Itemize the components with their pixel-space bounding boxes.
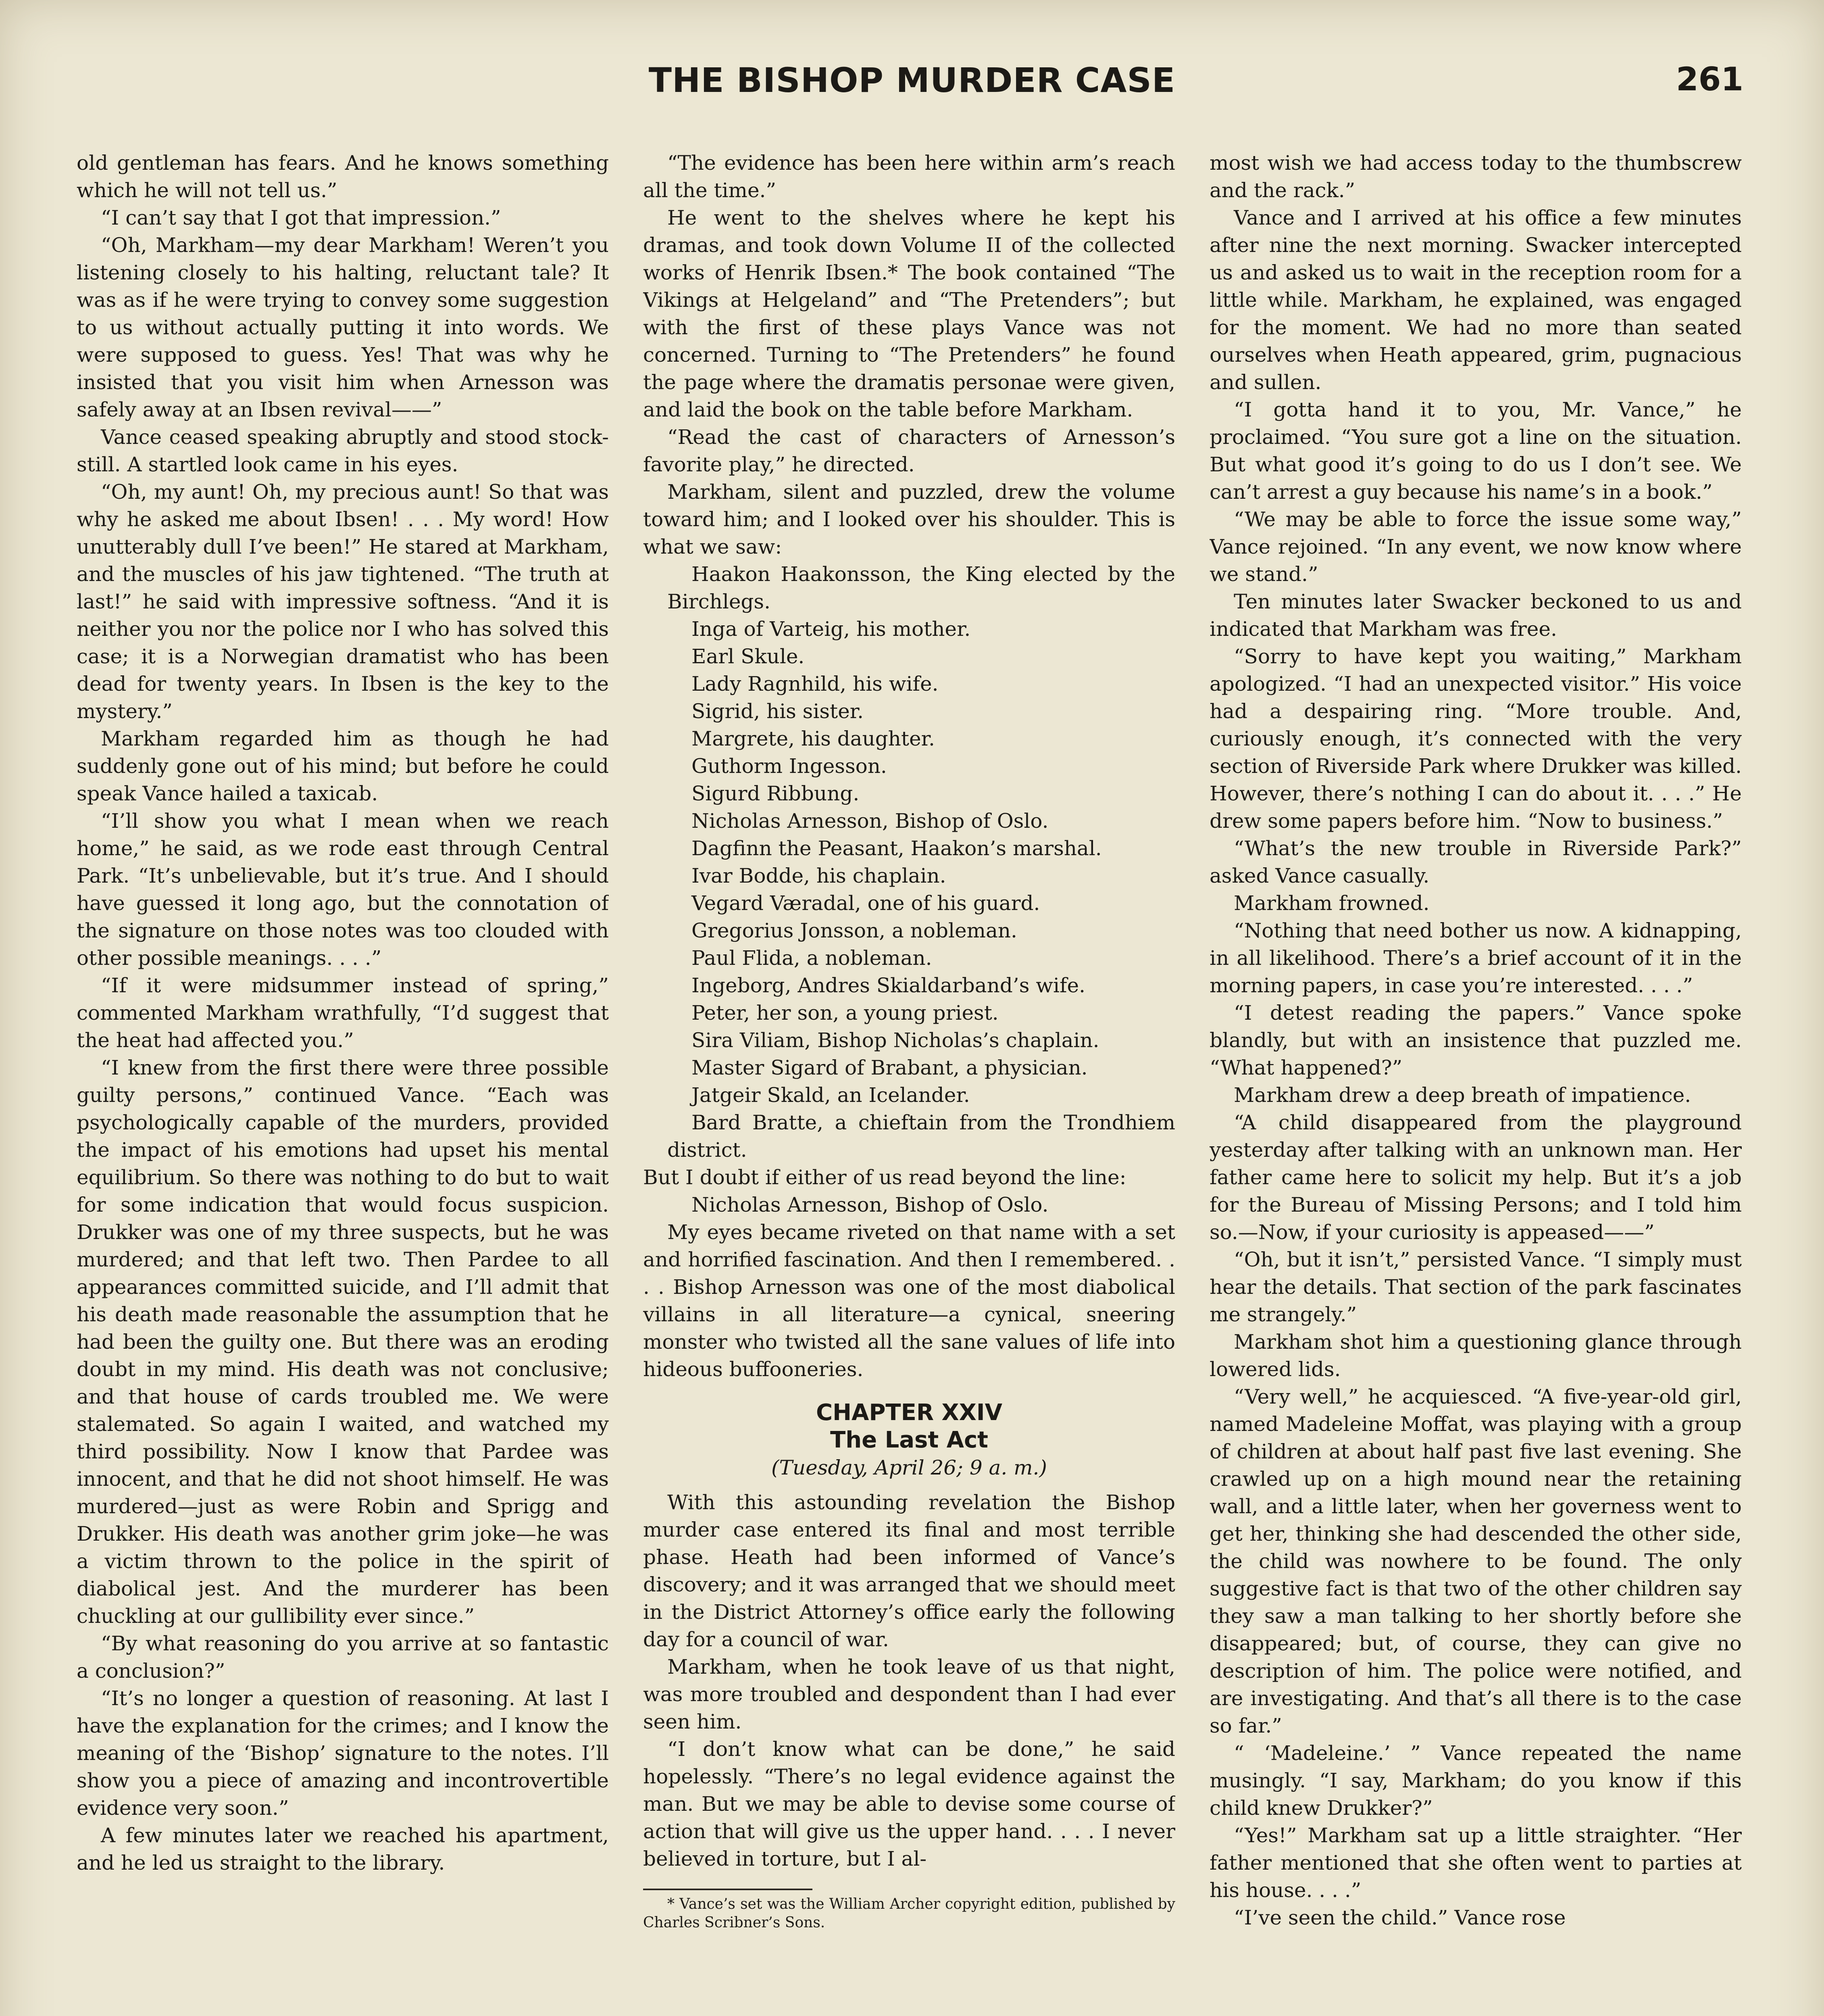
cast-item: Earl Skule. [691,645,805,668]
paragraph: old gentleman has fears. And he knows something which he will not tell us.” [77,151,609,202]
cast-item: Ingeborg, Andres Skialdarband’s wife. [691,974,1086,997]
quoted-cast-line: Nicholas Arnesson, Bishop of Oslo. [691,1193,1049,1216]
cast-item: Margrete, his daughter. [691,727,935,750]
paragraph: “ ‘Madeleine.’ ” Vance repeated the name musingly. “I say, Markham; do you know if this child knew Drukker?” [1210,1741,1742,1820]
running-head [69,60,1755,113]
cast-list [643,560,1175,1164]
chapter-heading [643,1399,1175,1481]
paragraph: Vance and I arrived at his office a few minutes after nine the next morning. Swacker intercepted us and asked us to wait in the reception room for a little while. Markham, he explained, was engaged for the moment. We had no more than seated ourselves when Heath appeared, grim, pugnacious and sullen. [1210,206,1742,394]
paragraph: “I gotta hand it to you, Mr. Vance,” he proclaimed. “You sure got a line on the situation. But what good it’s going to do us I don’t see. We can’t arrest a guy because his name’s in a book.” [1210,398,1742,504]
cast-item: Haakon Haakonsson, the King elected by the Birchlegs. [667,562,1175,613]
running-title: THE BISHOP MURDER CASE [648,60,1176,100]
cast-item: Peter, her son, a young priest. [691,1001,999,1025]
cast-item: Sigurd Ribbung. [691,782,860,805]
paragraph: Ten minutes later Swacker beckoned to us and indicated that Markham was free. [1210,590,1742,641]
page-number: 261 [1676,60,1743,98]
paragraph: “It’s no longer a question of reasoning. At last I have the explanation for the crimes; and I know the meaning of the ‘Bishop’ signature to the notes. I’ll show you a piece of amazing and incontrovertible evidence very soon.” [77,1687,609,1820]
cast-item: Inga of Varteig, his mother. [691,617,971,641]
paragraph: With this astounding revelation the Bishop murder case entered its final and most terrible phase. Heath had been informed of Vance’s discovery; and it was arranged that we should meet in the District Attorney’s office early the following day for a council of war. [643,1491,1175,1651]
paragraph: He went to the shelves where he kept his dramas, and took down Volume II of the collected works of Henrik Ibsen.* The book contained “The Vikings at Helgeland” and “The Pretenders”; but with the first of these plays Vance was not concerned. Turning to “The Pretenders” he found the page where the dramatis personae were given, and laid the book on the table before Markham. [643,206,1175,421]
paragraph: “By what reasoning do you arrive at so fantastic a conclusion?” [77,1632,609,1683]
chapter-title: The Last Act [830,1427,988,1453]
paragraph: Markham drew a deep breath of impatience. [1234,1083,1691,1107]
paragraph: “The evidence has been here within arm’s reach all the time.” [643,151,1175,202]
cast-item: Dagfinn the Peasant, Haakon’s marshal. [691,837,1102,860]
paragraph: Markham regarded him as though he had suddenly gone out of his mind; but before he could speak Vance hailed a taxicab. [77,727,609,805]
paragraph: “Oh, my aunt! Oh, my precious aunt! So that was why he asked me about Ibsen! . . . My word! How unutterably dull I’ve been!” He stared at Markham, and the muscles of his jaw tightened. “The truth at last!” he said with impressive softness. “And it is neither you nor the police nor I who has solved this case; it is a Norwegian dramatist who has been dead for twenty years. In Ibsen is the key to the mystery.” [77,480,609,723]
column-3 [1210,149,1742,2016]
cast-item: Sigrid, his sister. [691,700,864,723]
paragraph: “A child disappeared from the playground yesterday after talking with an unknown man. Her father came here to solicit my help. But it’s a job for the Bureau of Missing Persons; and I told him so.—Now, if your curiosity is appeased——” [1210,1111,1742,1244]
paragraph: “What’s the new trouble in Riverside Park?” asked Vance casually. [1210,837,1742,887]
paragraph: “I can’t say that I got that impression.” [101,206,501,229]
paragraph: “I don’t know what can be done,” he said hopelessly. “There’s no legal evidence against the man. But we may be able to devise some course of action that will give us the upper hand. . . . I never believed in torture, but I al- [643,1737,1175,1870]
paragraph: “Yes!” Markham sat up a little straighter. “Her father mentioned that she often went to parties at his house. . . .” [1210,1824,1742,1902]
paragraph: “We may be able to force the issue some way,” Vance rejoined. “In any event, we now know where we stand.” [1210,508,1742,586]
chapter-time: (Tuesday, April 26; 9 a. m.) [771,1456,1047,1479]
chapter-number: CHAPTER XXIV [816,1400,1002,1426]
paragraph: “Read the cast of characters of Arnesson’s favorite play,” he directed. [643,425,1175,476]
cast-item: Paul Flida, a nobleman. [691,946,932,970]
cast-item: Master Sigard of Brabant, a physician. [691,1056,1088,1079]
paragraph: My eyes became riveted on that name with a set and horrified fascination. And then I remembered. . . . Bishop Arnesson was one of the most diabolical villains in all literature—a cynical, sneering monster who twisted all the sane values of life into hideous buffooneries. [643,1220,1175,1381]
cast-item: Vegard Væradal, one of his guard. [691,891,1040,915]
paragraph: “Oh, Markham—my dear Markham! Weren’t you listening closely to his halting, reluctant tale? It was as if he were trying to convey some suggestion to us without actually putting it into words. We were supposed to guess. Yes! That was why he insisted that you visit him when Arnesson was safely away at an Ibsen revival——” [77,233,609,421]
paragraph: “I knew from the first there were three possible guilty persons,” continued Vance. “Each was psychologically capable of the murders, provided the impact of his emotions had upset his mental equilibrium. So there was nothing to do but to wait for some indication that would focus suspicion. Drukker was one of my three suspects, but he was murdered; and that left two. Then Pardee to all appearances committed suicide, and I’ll admit that his death made reasonable the assumption that he had been the guilty one. But there was an eroding doubt in my mind. His death was not conclusive; and that house of cards troubled me. We were stalemated. So again I waited, and watched my third possibility. Now I know that Pardee was innocent, and that he did not shoot himself. He was murdered—just as were Robin and Sprigg and Drukker. His death was another grim joke—he was a victim thrown to the police in the spirit of diabolical jest. And the murderer has been chuckling at our gullibility ever since.” [77,1056,609,1628]
cast-item: Jatgeir Skald, an Icelander. [691,1083,970,1107]
cast-item: Bard Bratte, a chieftain from the Trondhiem district. [667,1111,1175,1162]
paragraph: “Nothing that need bother us now. A kidnapping, in all likelihood. There’s a brief account of it in the morning papers, in case you’re interested. . . .” [1210,919,1742,997]
cast-item: Guthorm Ingesson. [691,754,887,778]
paragraph: “I’ve seen the child.” Vance rose [1234,1906,1566,1929]
paragraph: Markham frowned. [1234,891,1430,915]
column-2 [643,149,1175,2016]
column-1 [77,149,609,2016]
paragraph: “Very well,” he acquiesced. “A five-year-old girl, named Madeleine Moffat, was playing with a group of children at about half past five last evening. She crawled up on a high mound near the retaining wall, and a little later, when her governess went to get her, thinking she had descended the other side, the child was nowhere to be found. The only suggestive fact is that two of the other children say they saw a man talking to her shortly before she disappeared; but, of course, they can give no description of him. The police were notified, and are investigating. And that’s all there is to the case so far.” [1210,1385,1742,1737]
paragraph: most wish we had access today to the thumbscrew and the rack.” [1210,151,1742,202]
footnote-divider [643,1889,812,1890]
paragraph: “Sorry to have kept you waiting,” Markham apologized. “I had an unexpected visitor.” His voice had a despairing ring. “More trouble. And, curiously enough, it’s connected with the very section of Riverside Park where Drukker was killed. However, there’s nothing I can do about it. . . .” He drew some papers before him. “Now to business.” [1210,645,1742,833]
text-columns [77,149,1742,2016]
paragraph: Markham, silent and puzzled, drew the volume toward him; and I looked over his shoulder. This is what we saw: [643,480,1175,558]
paragraph: “If it were midsummer instead of spring,” commented Markham wrathfully, “I’d suggest that the heat had affected you.” [77,974,609,1052]
paragraph: A few minutes later we reached his apartment, and he led us straight to the library. [77,1824,609,1874]
cast-item: Lady Ragnhild, his wife. [691,672,939,696]
paragraph: But I doubt if either of us read beyond the line: [643,1166,1126,1189]
footnote: * Vance’s set was the William Archer copyright edition, published by Charles Scribner’s Sons. [643,1896,1175,1931]
paragraph: “Oh, but it isn’t,” persisted Vance. “I simply must hear the details. That section of the park fascinates me strangely.” [1210,1248,1742,1326]
paragraph: Markham shot him a questioning glance through lowered lids. [1210,1330,1742,1381]
cast-item: Gregorius Jonsson, a nobleman. [691,919,1017,942]
cast-item: Nicholas Arnesson, Bishop of Oslo. [691,809,1049,833]
paragraph: Markham, when he took leave of us that night, was more troubled and despondent than I had ever seen him. [643,1655,1175,1733]
paragraph: Vance ceased speaking abruptly and stood stock-still. A startled look came in his eyes. [77,425,609,476]
paragraph: “I detest reading the papers.” Vance spoke blandly, but with an insistence that puzzled me. “What happened?” [1210,1001,1742,1079]
cast-item: Ivar Bodde, his chaplain. [691,864,946,887]
cast-item: Sira Viliam, Bishop Nicholas’s chaplain. [691,1029,1099,1052]
paragraph: “I’ll show you what I mean when we reach home,” he said, as we rode east through Central Park. “It’s unbelievable, but it’s true. And I should have guessed it long ago, but the connotation of the signature on those notes was too clouded with other possible meanings. . . .” [77,809,609,970]
